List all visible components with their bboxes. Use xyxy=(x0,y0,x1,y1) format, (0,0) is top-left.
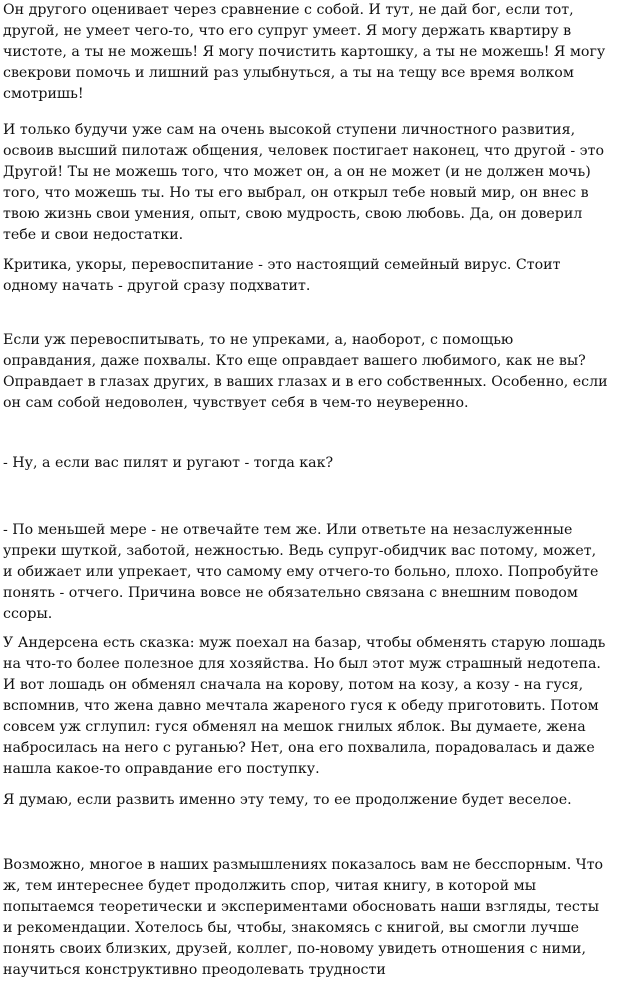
paragraph-andersen-tale: У Андерсена есть сказка: муж поехал на базар, чтобы обменять старую лошадь на что-то более полезное для хозяйства. Но был этот муж страшный недотепа. И вот лошадь он обменял сначала на корову, потом на козу, а козу - на гуся, вспомнив, что жена давно мечтала жареного гуся к обеду приготовить. Потом совсем уж сглупил: гуся обменял на мешок гнилых яблок. Вы думаете, жена набросилась на него с руганью? Нет, она его похвалила, порадовалась и даже нашла какое-то оправдание его поступку. xyxy=(3,635,606,777)
paragraph-answer: - По меньшей мере - не отвечайте тем же. Или ответьте на незаслуженные упреки шуткой, заботой, нежностью. Ведь супруг-обидчик вас потому, может, и обижает или упрекает, что самому ему отчего-то больно, плохо. Попробуйте понять - отчего. Причина вовсе не обязательно связана с внешним поводом ссоры. xyxy=(3,522,599,622)
paragraph-other-person: И только будучи уже сам на очень высокой ступени личностного развития, освоив высший пилотаж общения, человек постигает наконец, что другой - это Другой! Ты не можешь того, что может он, а он не может (и не должен мочь) того, что можешь ты. Но ты его выбрал, он открыл тебе новый мир, он внес в твою жизнь свои умения, опыт, свою мудрость, свою любовь. Да, он доверил тебе и свои недостатки. xyxy=(3,122,605,243)
paragraph-question: - Ну, а если вас пилят и ругают - тогда как? xyxy=(3,455,334,471)
paragraph-justification: Если уж перевоспитывать, то не упреками, а, наоборот, с помощью оправдания, даже похвалы. Кто еще оправдает вашего любимого, как не вы? Оправдает в глазах других, в ваших глазах и в его собственных. Особенно, если он сам собой недоволен, чувствует себя в чем-то неуверенно. xyxy=(3,332,608,411)
paragraph-comparison: Он другого оценивает через сравнение с собой. И тут, не дай бог, если тот, другой, не умеет чего-то, что его супруг умеет. Я могу держать квартиру в чистоте, а ты не можешь! Я могу почистить картошку, а ты не можешь! Я могу свекрови помочь и лишний раз улыбнуться, а ты на тещу все время волком смотришь! xyxy=(3,2,606,102)
paragraph-conclusion: Возможно, многое в наших размышлениях показалось вам не бесспорным. Что ж, тем интереснее будет продолжить спор, читая книгу, в которой мы попытаемся теоретически и экспериментами обосновать наши взгляды, тесты и рекомендации. Хотелось бы, чтобы, знакомясь с книгой, вы смогли лучше понять своих близких, друзей, коллег, по-новому увидеть отношения с ними, научиться конструктивно преодолевать трудности xyxy=(3,857,604,978)
paragraph-criticism-virus: Критика, укоры, перевоспитание - это настоящий семейный вирус. Стоит одному начать - другой сразу подхватит. xyxy=(3,257,561,294)
paragraph-continuation: Я думаю, если развить именно эту тему, то ее продолжение будет веселое. xyxy=(3,792,572,808)
